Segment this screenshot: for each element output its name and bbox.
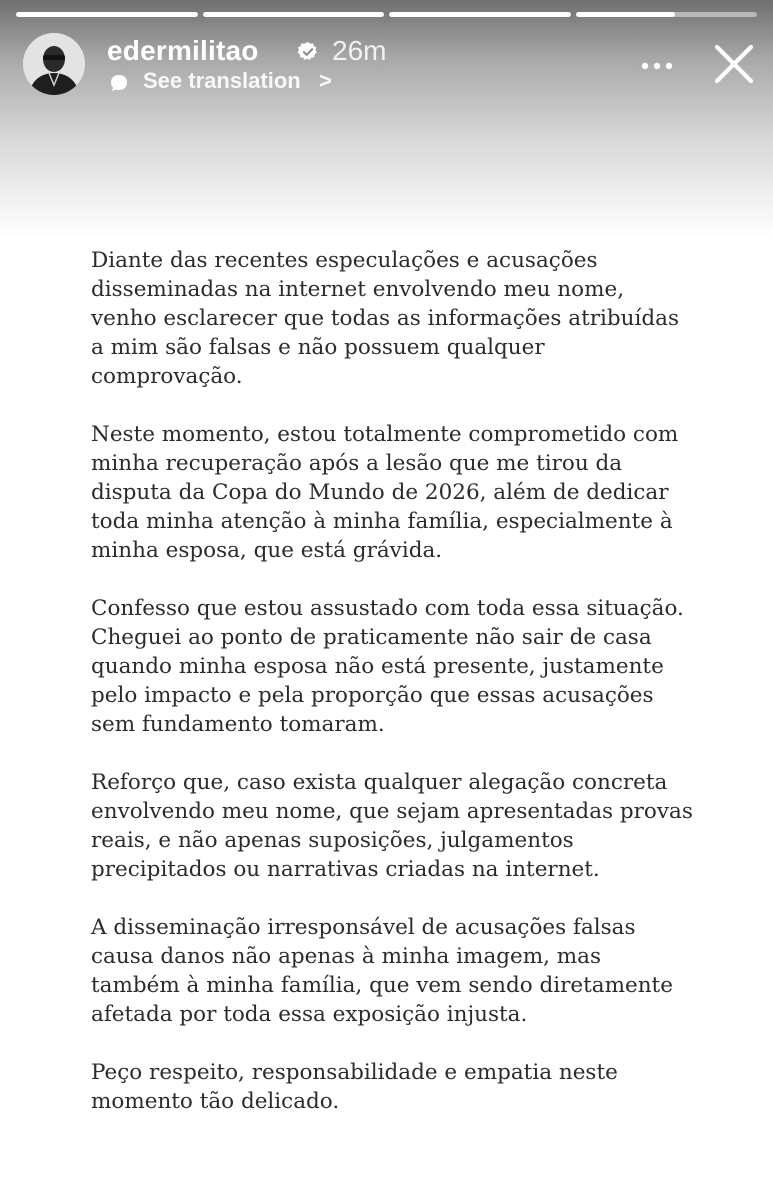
progress-segment-fill [389,12,571,17]
time-ago: 26m [332,35,387,66]
see-translation-link[interactable]: See translation [143,68,301,93]
avatar[interactable] [23,33,85,95]
statement-line: A disseminação irresponsável de acusações falsas [91,915,636,940]
progress-segment [389,12,571,17]
statement-line: disseminadas na internet envolvendo meu nome, [91,277,625,302]
statement-line: sem fundamento tomaram. [91,712,385,737]
statement-line: pelo impacto e pela proporção que essas acusações [91,683,654,708]
statement-line: venho esclarecer que todas as informações atribuídas [91,306,679,331]
avatar-image [23,33,85,95]
more-options-icon [637,51,677,81]
statement-paragraph [91,1058,711,1116]
verified-badge-icon [297,41,319,63]
statement-line: toda minha atenção à minha família, especialmente à [91,509,673,534]
progress-segment [576,12,758,17]
progress-segment-fill [16,12,198,17]
statement-line: afetada por toda essa exposição injusta. [91,1002,528,1027]
statement-paragraph [91,420,711,565]
statement-paragraph [91,594,711,739]
more-options-button[interactable] [637,51,677,81]
statement-line: a mim são falsas e não possuem qualquer [91,335,545,360]
statement-line: comprovação. [91,364,243,389]
statement-line: precipitados ou narrativas criadas na internet. [91,857,600,882]
statement-line: causa danos não apenas à minha imagem, mas [91,944,602,969]
statement-line: quando minha esposa não está presente, justamente [91,654,664,679]
progress-segment-fill [576,12,676,17]
statement-paragraph [91,913,711,1029]
statement-line: reais, e não apenas suposições, julgamentos [91,828,574,853]
statement-line: disputa da Copa do Mundo de 2026, além de dedicar [91,480,669,505]
username[interactable]: edermilitao [107,35,259,66]
statement-paragraph [91,246,711,391]
chevron-right-icon: > [319,68,332,93]
progress-segment [203,12,385,17]
statement-text [91,246,711,1145]
statement-line: Diante das recentes especulações e acusações [91,248,598,273]
progress-segment-fill [203,12,385,17]
close-icon [711,41,757,87]
statement-line: também à minha família, que vem sendo diretamente [91,973,673,998]
statement-line: envolvendo meu nome, que sejam apresentadas provas [91,799,693,824]
close-button[interactable] [711,41,757,87]
statement-line: momento tão delicado. [91,1089,340,1114]
translation-bubble-icon [109,73,129,93]
statement-line: minha recuperação após a lesão que me tirou da [91,451,623,476]
statement-line: Confesso que estou assustado com toda essa situação. [91,596,684,621]
statement-line: minha esposa, que está grávida. [91,538,443,563]
statement-line: Cheguei ao ponto de praticamente não sair de casa [91,625,652,650]
progress-segment [16,12,198,17]
statement-line: Peço respeito, responsabilidade e empatia neste [91,1060,618,1085]
statement-line: Reforço que, caso exista qualquer alegação concreta [91,770,668,795]
statement-paragraph [91,768,711,884]
story-progress-bar [16,12,757,17]
statement-line: Neste momento, estou totalmente comprometido com [91,422,679,447]
story-header [23,33,758,97]
